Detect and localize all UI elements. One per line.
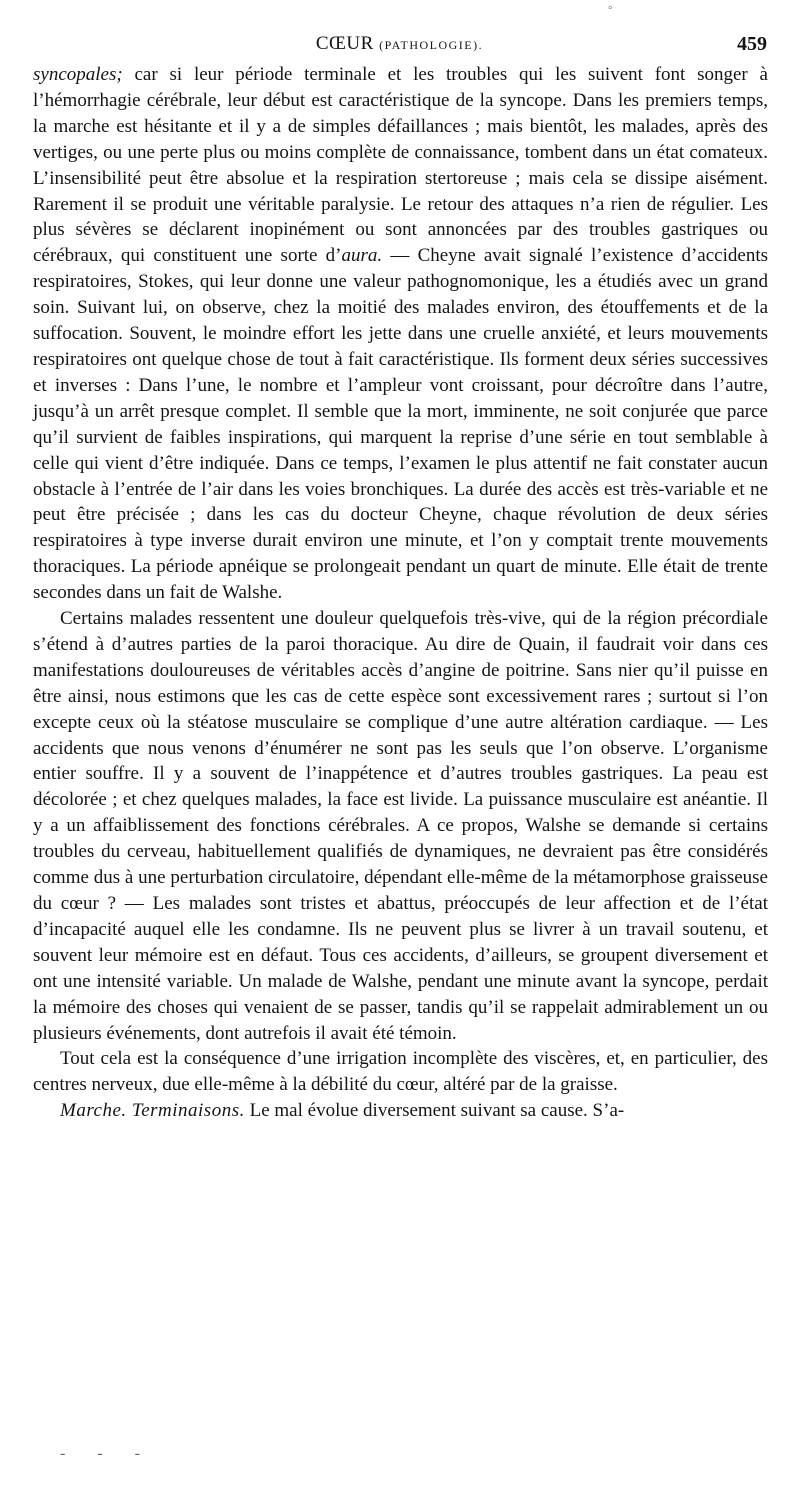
running-header [32,33,767,59]
running-title [32,33,767,55]
print-mark: ° [608,4,613,16]
running-title-sub: (PATHOLOGIE). [379,38,484,52]
paragraph-1-text: car si leur période terminale et les troubles qui les suivent font songer à l’hémorrhagie cérébrale, leur début est caractéristique de la syncope. Dans les premiers temps, la marche est hésitante et il y a de simples défaillances ; mais bientôt, les malades, après des vertiges, ou une perte plus ou moins complète de connaissance, tombent dans un état comateux. L’insensibilité peut être absolue et la respiration stertoreuse ; mais cela se dissipe aisément. Rarement il se produit une véritable paralysie. Le retour des attaques n’a rien de régulier. Les plus sévères se déclarent inopinément ou sont annoncées par des troubles gastriques ou cérébraux, qui constituent une sorte d’ [33,64,768,267]
paragraph-4 [33,1098,768,1124]
paragraph-2: Certains malades ressentent une douleur quelquefois très-vive, qui de la région précordiale s’étend à d’autres parties de la paroi thoracique. Au dire de Quain, il faudrait voir dans ces manifestations douloureuses de véritables accès d’angine de poitrine. Sans nier qu’il puisse en être ainsi, nous estimons que les cas de cette espèce sont excessivement rares ; surtout si l’on excepte ceux où la stéatose musculaire se complique d’une autre altération cardiaque. — Les accidents que nous venons d’énumérer ne sont pas les seuls que l’on observe. L’organisme entier souffre. Il y a souvent de l’inappétence et d’autres troubles gastriques. La peau est décolorée ; et chez quelques malades, la face est livide. La puissance musculaire est anéantie. Il y a un affaiblissement des fonctions cérébrales. A ce propos, Walshe se demande si certains troubles du cerveau, habituellement qualifiés de dynamiques, ne devraient pas être considérés comme dus à une perturbation circulatoire, dépendant elle-même de la métamorphose graisseuse du cœur ? — Les malades sont tristes et abattus, préoccupés de leur affection et de l’état d’incapacité auquel elle les condamne. Ils ne peuvent plus se livrer à un travail soutenu, et souvent leur mémoire est en défaut. Tous ces accidents, d’ailleurs, se groupent diversement et ont une intensité variable. Un malade de Walshe, pendant une minute avant la syncope, perdait la mémoire des choses qui venaient de se passer, tandis qu’il se rappelait admirablement un ou plusieurs événements, dont autrefois il avait été témoin. [33,608,768,1044]
paragraph-1-lead-italic: syncopales; [33,64,123,85]
paragraph-1-italic-word: aura. [341,245,383,267]
paragraph-4-text: Le mal évolue diversement suivant sa cause. S’a- [244,1100,625,1122]
body-text [33,62,768,1124]
section-rubric: Marche. Terminaisons. [60,1100,245,1122]
paragraph-3: Tout cela est la conséquence d’une irrigation incomplète des viscères, et, en particulier, des centres nerveux, due elle-même à la débilité du cœur, altéré par de la graisse. [33,1048,768,1096]
paragraph-1-text-after: — Cheyne avait signalé l’existence d’accidents respiratoires, Stokes, qui leur donne une valeur pathognomonique, les a étudiés avec un grand soin. Suivant lui, on observe, chez la moitié des malades environ, des étouffements et de la suffocation. Souvent, le moindre effort les jette dans une cruelle anxiété, et leurs mouvements respiratoires ont quelque chose de tout à fait caractéristique. Ils forment deux séries successives et inverses : Dans l’une, le nombre et l’ampleur vont croissant, pour décroître dans l’autre, jusqu’à un arrêt presque complet. Il semble que la mort, imminente, ne soit conjurée que parce qu’il survient de faibles inspirations, qui marquent la reprise d’une série en tout semblable à celle qui vient d’être indiquée. Dans ce temps, l’examen le plus attentif ne fait constater aucun obstacle à l’entrée de l’air dans les voies bronchiques. La durée des accès est très-variable et ne peut être précisée ; dans les cas du docteur Cheyne, chaque révolution de deux séries respiratoires à type inverse durait environ une minute, et l’on y comptait trente mouvements thoraciques. La période apnéique se prolongeait pendant un quart de minute. Elle était de trente secondes dans un fait de Walshe. [33,245,768,604]
paragraph-1 [33,62,768,606]
footer-marks: - - - [60,1445,154,1462]
page-number: 459 [737,33,767,55]
running-title-main: CŒUR [315,33,374,54]
